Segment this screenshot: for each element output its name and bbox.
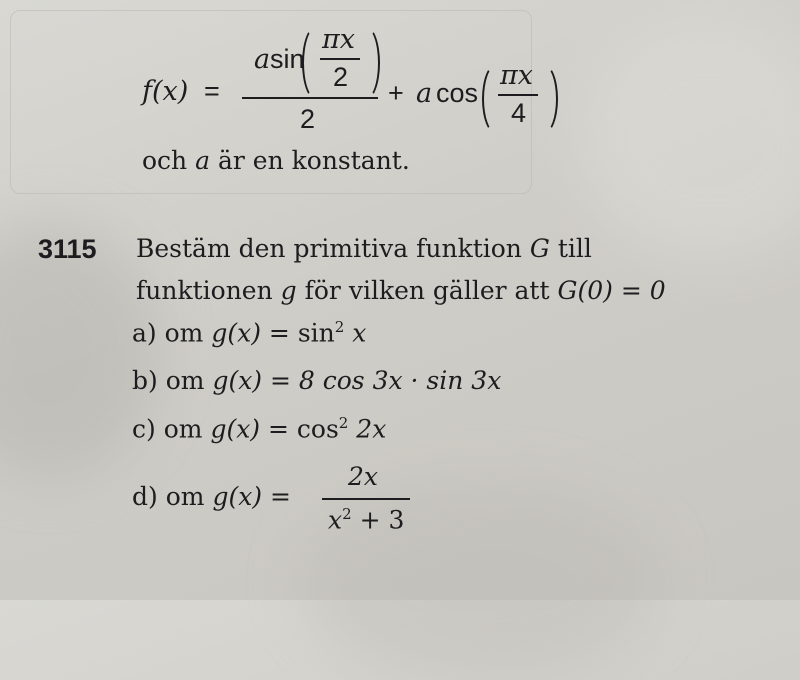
f-lhs: f(x)	[142, 76, 189, 107]
line2-mid: för vilken gäller att	[304, 276, 550, 305]
constant-prefix: och	[142, 146, 188, 175]
line1-text: Bestäm den primitiva funktion	[136, 234, 522, 263]
pi-x-2: πx	[500, 60, 533, 91]
subtask-c-tail: 2x	[356, 414, 387, 444]
subtask-b	[132, 366, 501, 395]
line1-var: G	[529, 234, 550, 263]
page-highlight	[580, 20, 800, 260]
subtask-d-lhs: g(x)	[212, 482, 263, 511]
a-var-2: a	[416, 78, 433, 109]
subtask-a-eq: =	[268, 318, 290, 348]
line1-tail: till	[557, 234, 592, 263]
a-var-1: a	[254, 44, 271, 75]
constant-line	[142, 146, 410, 175]
four: 4	[511, 98, 527, 128]
subtask-a-tail: x	[352, 318, 367, 348]
subtask-d-denominator	[328, 505, 404, 534]
two-inner: 2	[333, 62, 349, 92]
subtask-a-label: a)	[132, 318, 157, 348]
two-denominator: 2	[300, 104, 316, 134]
right-paren-2	[530, 64, 558, 134]
constant-suffix: är en konstant.	[217, 146, 410, 175]
plus-sign: +	[388, 78, 404, 108]
subtask-a-rhs: sin	[297, 318, 335, 348]
exercise-line-1	[136, 234, 592, 263]
line2-cond: G(0) = 0	[557, 276, 666, 305]
subtask-d-den-sup: 2	[342, 505, 352, 523]
subtask-b-om: om	[165, 366, 205, 395]
subtask-a-om: om	[164, 318, 204, 348]
constant-var: a	[195, 146, 211, 175]
subtask-d-eq: =	[270, 482, 291, 511]
subtask-c	[132, 414, 386, 443]
subtask-a-sup: 2	[334, 318, 345, 336]
subtask-b-eq: =	[270, 366, 291, 395]
line2-text: funktionen	[136, 276, 273, 305]
subtask-c-label: c)	[132, 414, 156, 444]
cos-fn: cos	[436, 78, 479, 108]
subtask-c-lhs: g(x)	[210, 414, 261, 444]
subtask-d-den-x: x	[328, 505, 343, 535]
main-frac-bar	[242, 97, 378, 99]
right-paren-1	[352, 26, 380, 100]
subtask-c-rhs: cos	[296, 414, 339, 444]
subtask-d-numerator: 2x	[348, 462, 379, 491]
subtask-c-sup: 2	[338, 414, 349, 432]
subtask-c-om: om	[163, 414, 203, 444]
subtask-b-rhs: 8 cos 3x · sin 3x	[298, 366, 502, 395]
subtask-d-label: d)	[132, 482, 158, 511]
subtask-d-om: om	[165, 482, 205, 511]
subtask-d-den-tail: + 3	[359, 505, 405, 535]
pi-x-1: πx	[322, 24, 355, 55]
subtask-b-lhs: g(x)	[212, 366, 263, 395]
subtask-a-lhs: g(x)	[211, 318, 261, 348]
sin-fn: sin	[270, 44, 305, 74]
exercise-number: 3115	[38, 234, 97, 264]
subtask-a	[132, 318, 366, 347]
equals-sign: =	[204, 76, 220, 106]
subtask-d-left	[132, 482, 291, 511]
subtask-c-eq: =	[268, 414, 289, 444]
exercise-line-2	[136, 276, 666, 305]
subtask-d-frac-bar	[322, 498, 410, 500]
subtask-b-label: b)	[132, 366, 158, 395]
line2-var: g	[280, 276, 297, 305]
